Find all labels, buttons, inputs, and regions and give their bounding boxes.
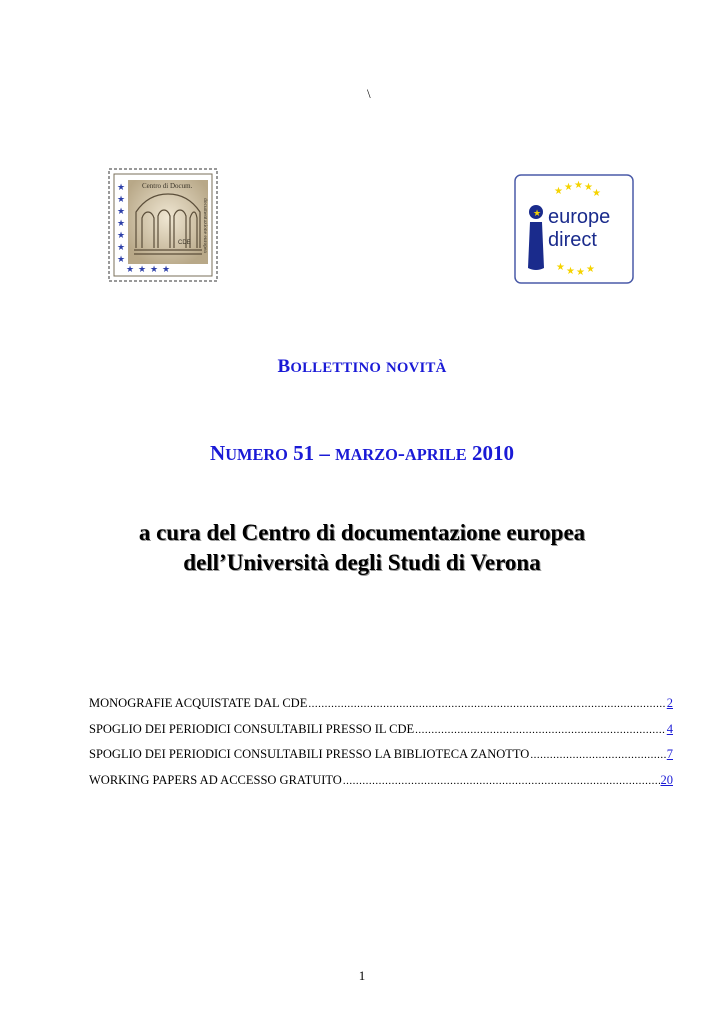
svg-text:★: ★ xyxy=(150,264,159,274)
direct-word: direct xyxy=(548,229,597,251)
svg-text:★: ★ xyxy=(162,264,171,274)
subtitle-line-1: a cura del Centro di documentazione europea xyxy=(138,520,586,545)
svg-text:★: ★ xyxy=(117,218,126,228)
bulletin-title: BOLLETTINO NOVITÀ xyxy=(277,356,447,377)
svg-text:★: ★ xyxy=(533,208,542,218)
svg-text:★: ★ xyxy=(574,180,583,191)
stamp-text-top: Centro di Docum. xyxy=(142,182,193,190)
toc-leader-dots xyxy=(530,749,665,761)
toc-page-link[interactable]: 2 xyxy=(666,696,673,710)
toc-entry xyxy=(89,747,673,773)
svg-text:★: ★ xyxy=(586,264,595,275)
header-mark: \ xyxy=(367,86,371,101)
editor-subtitle xyxy=(0,518,724,578)
toc-entry xyxy=(89,722,673,748)
stamp-text-side: documentazione europea xyxy=(202,198,208,253)
issue-title: NUMERO 51 – MARZO-APRILE 2010 xyxy=(210,441,514,465)
toc-entry-label: SPOGLIO DEI PERIODICI CONSULTABILI PRESSO LA BIBLIOTECA ZANOTTO xyxy=(89,747,530,761)
toc-leader-dots xyxy=(308,698,665,710)
svg-text:★: ★ xyxy=(117,242,126,252)
cde-stamp-logo xyxy=(108,168,218,282)
svg-text:★: ★ xyxy=(592,188,601,199)
page-number: 1 xyxy=(358,968,366,983)
toc-entry xyxy=(89,696,673,722)
toc-entry-label: SPOGLIO DEI PERIODICI CONSULTABILI PRESSO IL CDE xyxy=(89,721,415,736)
toc-entry xyxy=(89,773,673,799)
svg-text:★: ★ xyxy=(117,194,126,204)
svg-text:★: ★ xyxy=(117,182,126,192)
toc-page-link[interactable]: 7 xyxy=(666,747,673,761)
svg-text:★: ★ xyxy=(566,266,575,277)
toc-entry-label: WORKING PAPERS AD ACCESSO GRATUITO xyxy=(89,772,342,787)
europe-word: europe xyxy=(548,206,611,228)
svg-text:★: ★ xyxy=(554,186,563,197)
toc-page-link[interactable]: 4 xyxy=(666,721,673,736)
svg-text:★: ★ xyxy=(138,264,147,274)
svg-text:★: ★ xyxy=(564,182,573,193)
toc-leader-dots xyxy=(415,724,666,736)
svg-text:★: ★ xyxy=(117,230,126,240)
svg-text:★: ★ xyxy=(584,182,593,193)
toc-entry-label: MONOGRAFIE ACQUISTATE DAL CDE xyxy=(89,696,308,710)
stamp-text-cde: CDE xyxy=(178,240,191,246)
subtitle-line-2: dell’Università degli Studi di Verona xyxy=(183,550,541,575)
europe-direct-logo xyxy=(514,174,634,284)
table-of-contents xyxy=(89,696,673,798)
toc-leader-dots xyxy=(343,775,660,787)
svg-text:★: ★ xyxy=(556,262,565,273)
svg-text:★: ★ xyxy=(576,267,585,278)
toc-page-link[interactable]: 20 xyxy=(660,772,673,787)
svg-text:★: ★ xyxy=(126,264,135,274)
svg-text:★: ★ xyxy=(117,254,126,264)
svg-text:★: ★ xyxy=(117,206,126,216)
